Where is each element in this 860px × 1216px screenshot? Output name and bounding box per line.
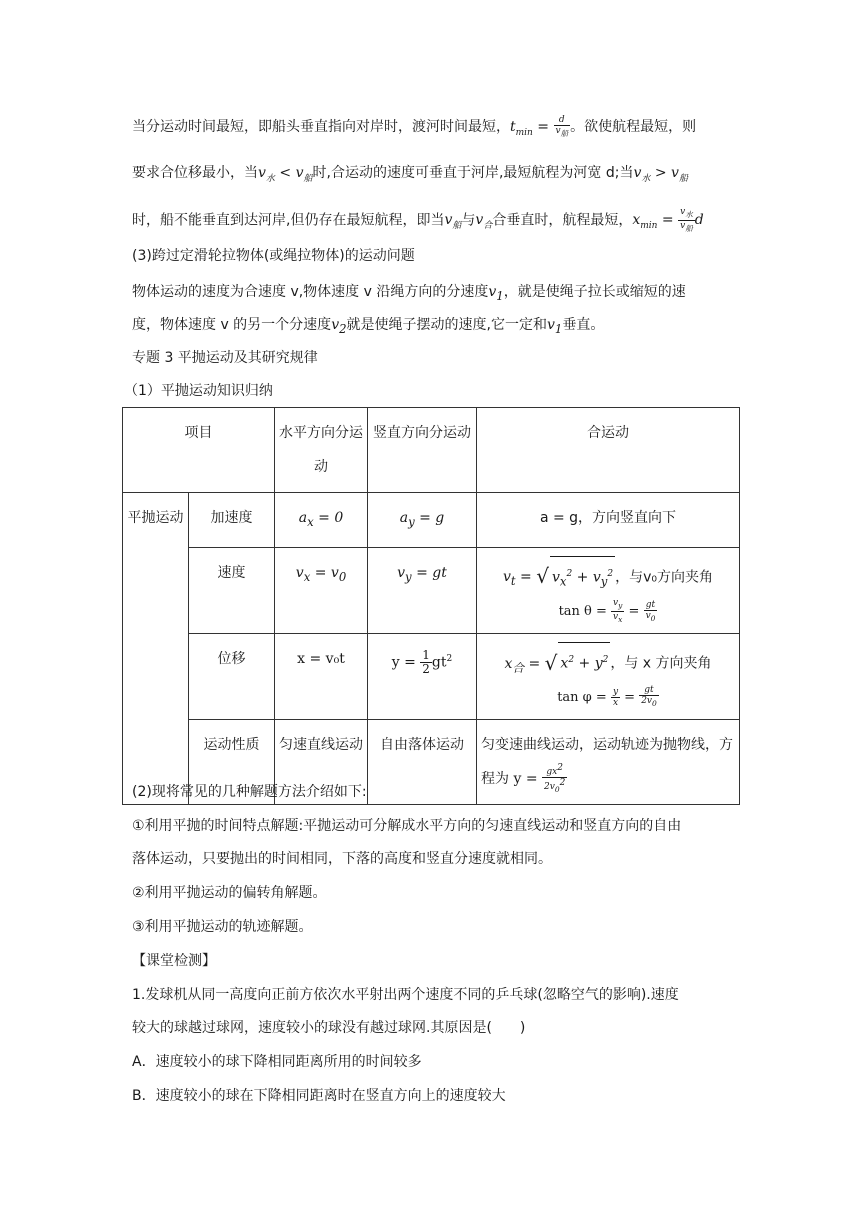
section-heading: (3)跨过定滑轮拉物体(或绳拉物体)的运动问题 [132,248,415,264]
header-combined: 合运动 [477,408,740,493]
text: ，与 x 方向夹角 [610,655,712,672]
v-boat-symbol: $v_船$ [444,212,462,232]
tan-theta-formula: tan θ = $\frac{v_y}{v_x}$ = $\frac{gt}{v_0}$ [558,598,656,624]
velocity-horizontal: $v_x = v_0$ [275,547,368,633]
text: 当分运动时间最短，即船头垂直指向对岸时，渡河时间最短， [132,118,510,135]
text: 物体运动的速度为合速度 v,物体速度 v 沿绳方向的分速度 [132,284,489,300]
paragraph-line [132,282,686,306]
option-a: A．速度较小的球下降相同距离所用的时间较多 [132,1054,422,1070]
row-label: 加速度 [189,493,275,548]
option-b: B．速度较小的球在下降相同距离时在竖直方向上的速度较大 [132,1088,506,1104]
text: 合垂直时，航程最短， [492,212,633,229]
paragraph-line [132,315,604,339]
text: ，与v₀方向夹角 [615,569,713,586]
paragraph-line [132,207,704,236]
accel-vertical: $a_y = g$ [368,493,477,548]
velocity-combined: $v_t$ = √ $v_x^2 + v_y^2$ ，与v₀方向夹角 tan θ = $\frac{v_y}{v_x}$ = $\frac{gt}{v_0}$ [477,547,740,633]
table-header-row [123,408,740,493]
parabola-equation: y = $\frac{gx^2}{2v_0^2}$ [513,762,566,794]
text: 垂直。 [562,317,605,333]
table-row [123,493,740,548]
x-min-formula: $x_{min}$ = $\frac{v_水}{v_船}$ d [632,207,704,233]
tan-phi-formula: tan φ = $\frac{y}{x}$ = $\frac{gt}{2v_0}$ [557,685,657,708]
row-label: 运动性质 [189,719,275,804]
subsection-heading: （1）平抛运动知识归纳 [124,383,273,399]
table-row [123,547,740,633]
text: tan θ = [558,604,607,620]
table-row [123,634,740,719]
text: 欲使航程最短，则 [584,118,697,135]
method-line: ①利用平抛的时间特点解题:平抛运动可分解成水平方向的匀速直线运动和竖直方向的自由 [132,818,682,834]
velocity-vertical: $v_y$ = gt [368,547,477,633]
method-line: ②利用平抛运动的偏转角解题。 [132,885,327,901]
v1-symbol: $v_1$ [488,284,504,303]
classroom-heading: 【课堂检测】 [132,953,216,969]
text: 时,合运动的速度可垂直于河岸,最短航程为河宽 d;当 [312,165,634,181]
v-combined-symbol: $v_合$ [475,212,493,232]
projectile-motion-table [122,407,740,805]
nature-vertical: 自由落体运动 [368,719,477,804]
displacement-vertical: y = $\frac{1}{2}$ $gt^2$ [368,634,477,719]
nature-combined [477,719,740,804]
header-horizontal: 水平方向分运动 [275,408,368,493]
row-label: 位移 [189,634,275,719]
topic-heading: 专题 3 平抛运动及其研究规律 [132,350,318,366]
text: 匀变速曲线运动，运动轨迹为抛物线，方程为 [481,736,733,787]
header-item: 项目 [123,408,275,493]
text: 与 [461,212,476,229]
text: ，就是使绳子拉长或缩短的速 [503,284,686,300]
method-line: ③利用平抛运动的轨迹解题。 [132,919,313,935]
method-line: 落体运动，只要抛出的时间相同，下落的高度和竖直分速度就相同。 [132,851,552,867]
text: tan φ = [557,689,607,705]
paragraph-line [132,163,688,189]
inequality-formula: $v_水 > v_船$ [633,165,688,184]
paragraph-line: 当分运动时间最短，即船头垂直指向对岸时，渡河时间最短，$t_{min}$ = $\frac{d}{v_船}$ 。欲使航程最短，则 [132,115,697,138]
v2-symbol: $v_2$ [331,317,347,336]
question-line: 1.发球机从同一高度向正前方依次水平射出两个速度不同的乒乓球(忽略空气的影响).速度 [132,987,679,1003]
row-label: 速度 [189,547,275,633]
nature-horizontal: 匀速直线运动 [275,719,368,804]
displacement-horizontal: x = v₀t [275,634,368,719]
text: 度，物体速度 v 的另一个分速度 [132,317,332,333]
text: 要求合位移最小，当 [132,165,258,181]
section-heading: (2)现将常见的几种解题方法介绍如下: [132,784,367,800]
question-line: 较大的球越过球网，速度较小的球没有越过球网.其原因是( ) [132,1020,526,1036]
inequality-formula: $v_水 < v_船$ [258,165,313,184]
accel-horizontal: $a_x = 0$ [275,493,368,548]
text: y = [391,654,416,671]
group-label: 平抛运动 [123,493,189,805]
accel-combined: a = g，方向竖直向下 [477,493,740,548]
text: 就是使绳子摆动的速度,它一定和 [346,317,547,333]
t-min-formula: $t_{min}$ = $\frac{d}{v_船}$ [510,115,569,138]
header-vertical: 竖直方向分运动 [368,408,477,493]
text: 时，船不能垂直到达河岸,但仍存在最短航程，即当 [132,212,445,229]
v1-symbol: $v_1$ [546,317,563,336]
displacement-combined: $x_合$ = √ $x^2 + y^2$ ，与 x 方向夹角 tan φ = $\frac{y}{x}$ = $\frac{gt}{2v_0}$ [477,634,740,719]
